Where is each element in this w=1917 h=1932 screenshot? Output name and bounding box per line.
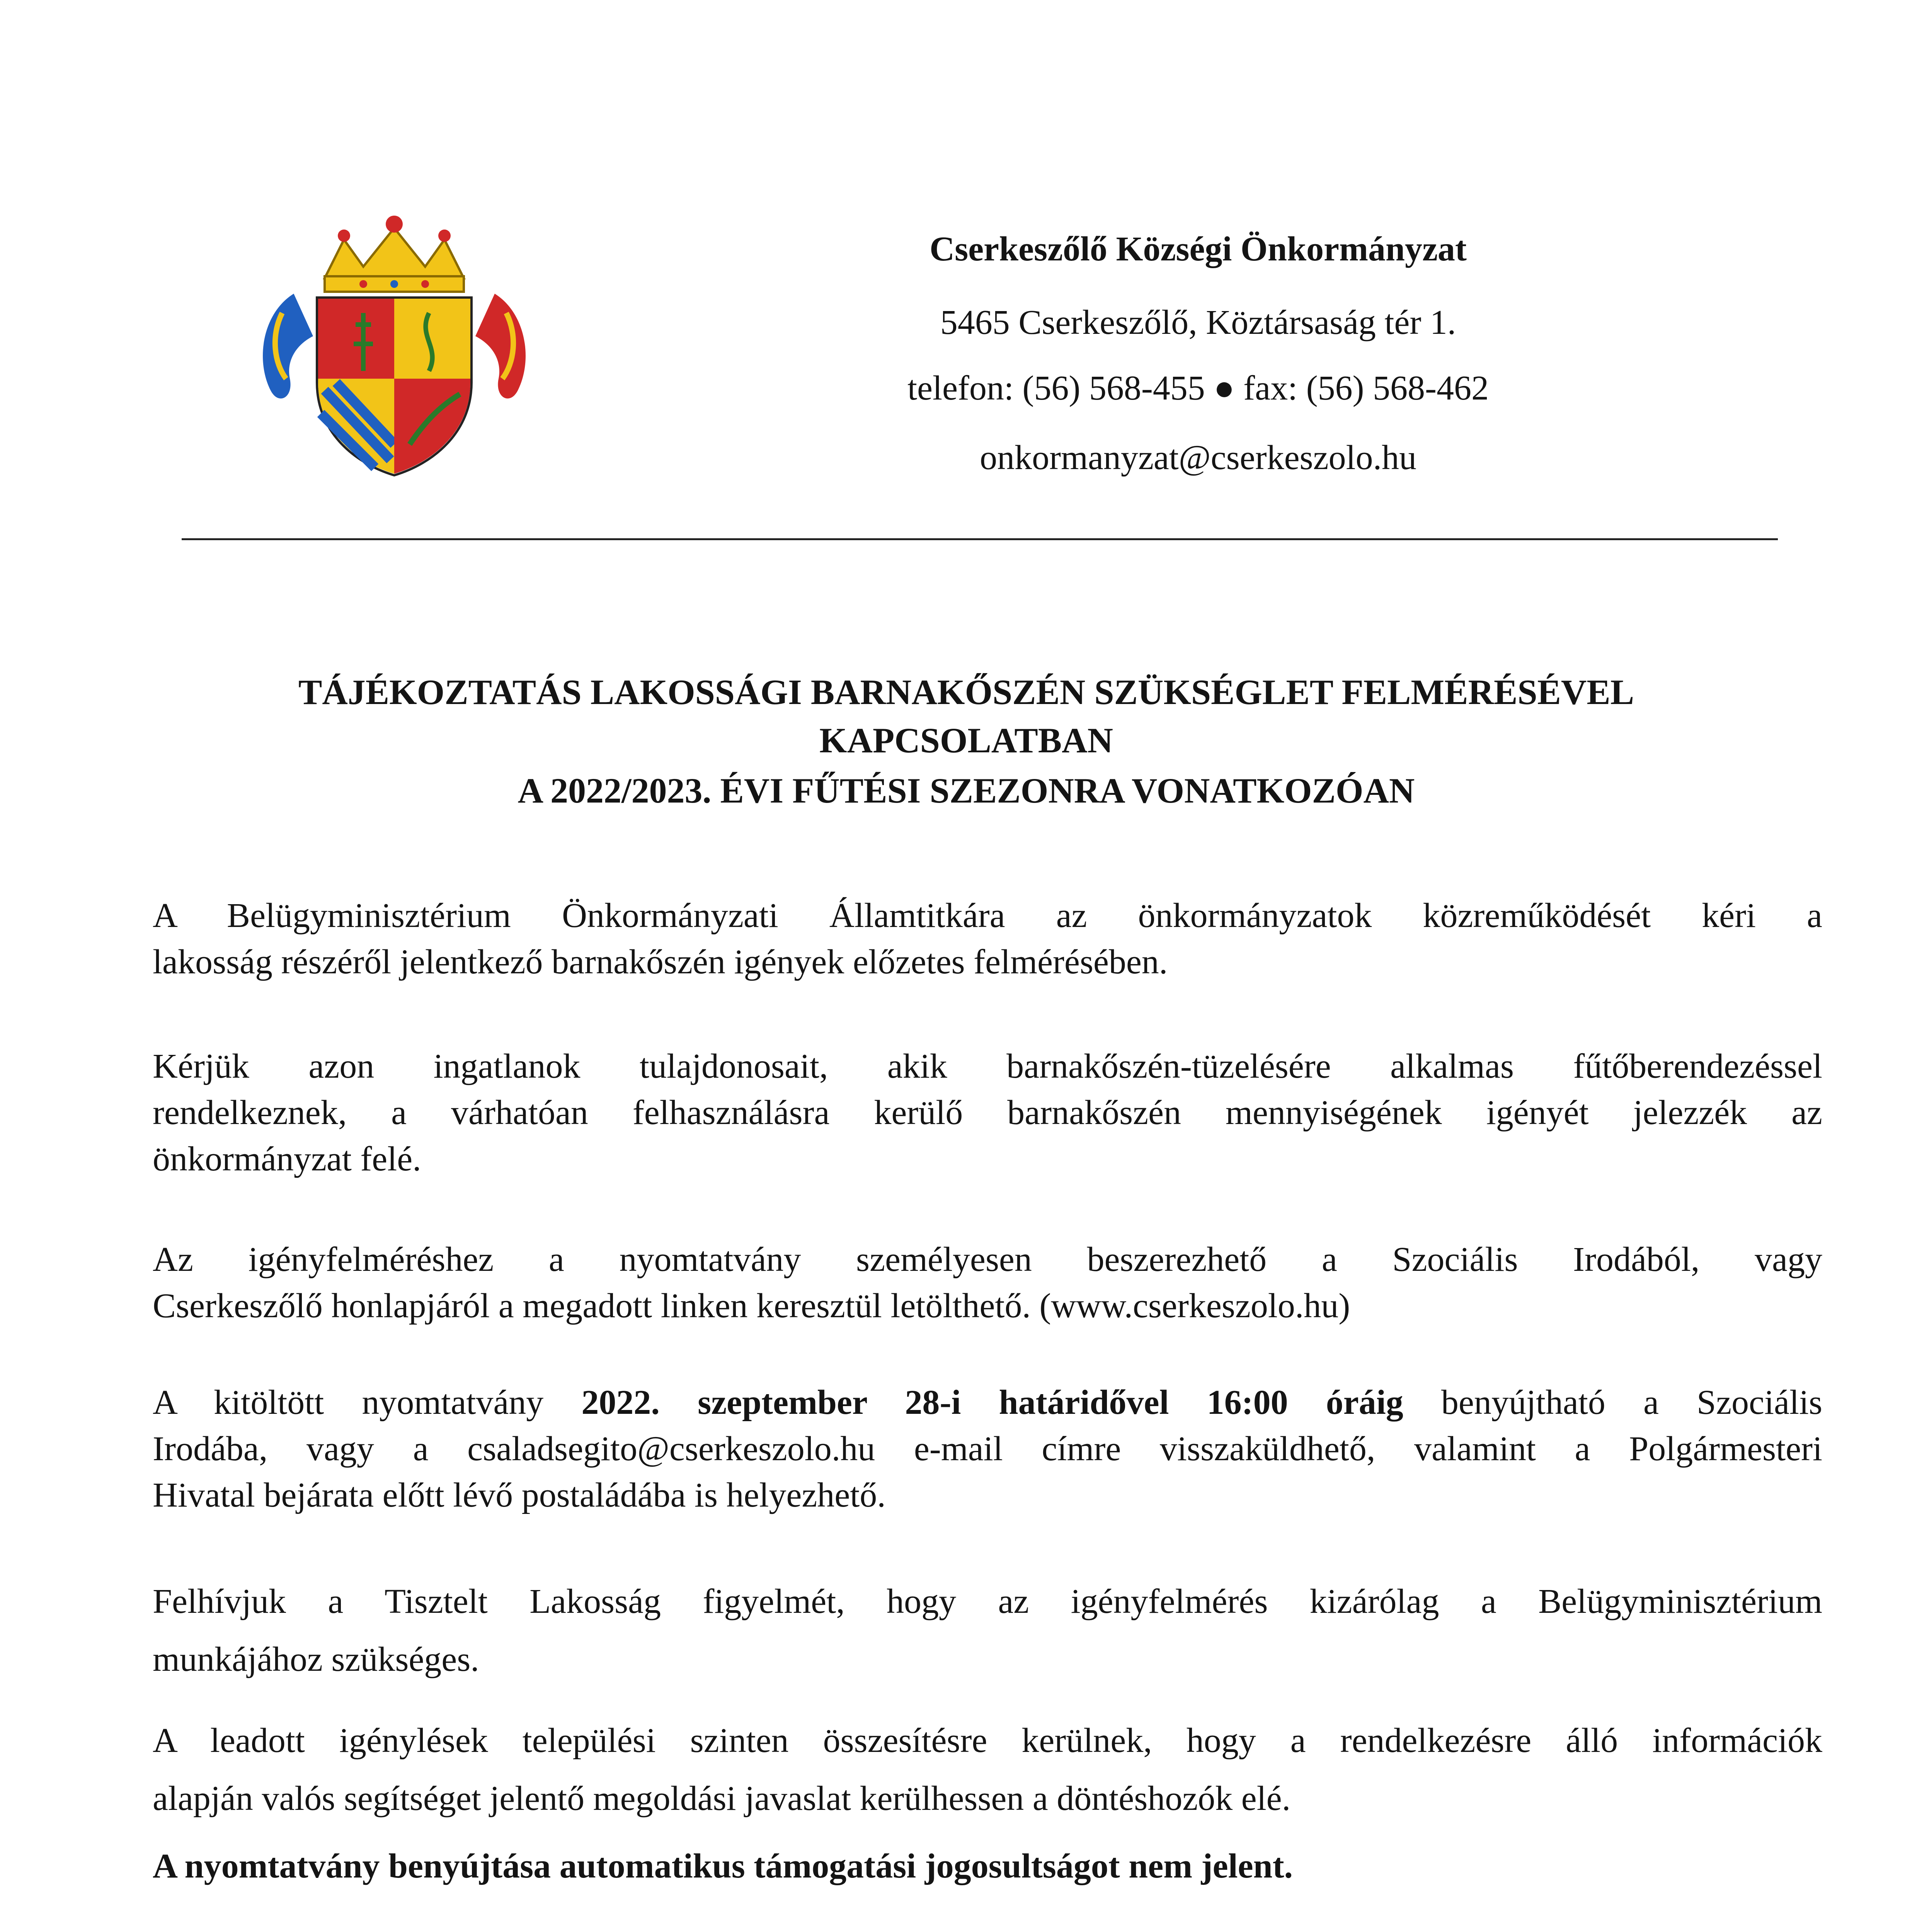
paragraph-notice: [153, 1573, 1822, 1689]
paragraph-owners: [153, 1043, 1822, 1182]
paragraph-line: alapján valós segítséget jelentő megoldási javaslat kerülhessen a döntéshozók elé.: [153, 1779, 1291, 1818]
paragraph-line: Az igényfelméréshez a nyomtatvány személyesen beszerezhető a Szociális Irodából, vagy: [153, 1240, 1822, 1279]
paragraph-line: A Belügyminisztérium Önkormányzati Államtitkára az önkormányzatok közreműködését kéri a: [153, 896, 1822, 935]
paragraph-request: [153, 893, 1822, 985]
paragraph-line: rendelkeznek, a várhatóan felhasználásra kerülő barnakőszén mennyiségének igényét jelezzék az: [153, 1094, 1822, 1132]
header-divider: [182, 538, 1778, 540]
deadline-pre: A kitöltött nyomtatvány: [153, 1383, 582, 1422]
org-name: Cserkeszőlő Községi Önkormányzat: [930, 230, 1467, 268]
coat-of-arms-logo: [247, 197, 541, 491]
paragraph-disclaimer: A nyomtatvány benyújtása automatikus támogatási jogosultságot nem jelent.: [153, 1847, 1293, 1885]
deadline-post: benyújtható a Szociális: [1403, 1383, 1822, 1422]
paragraph-line: Irodába, vagy a csaladsegito@cserkeszolo.hu e-mail címre visszaküldhető, valamint a Polgármesteri: [153, 1430, 1822, 1468]
paragraph-line: lakosság részéről jelentkező barnakőszén igények előzetes felmérésében.: [153, 943, 1168, 981]
org-address: 5465 Cserkeszőlő, Köztársaság tér 1.: [940, 303, 1456, 342]
paragraph-line: Kérjük azon ingatlanok tulajdonosait, akik barnakőszén-tüzelésére alkalmas fűtőberendezéssel: [153, 1047, 1822, 1085]
document-title-line1: TÁJÉKOZTATÁS LAKOSSÁGI BARNAKŐSZÉN SZÜKSÉGLET FELMÉRÉSÉVEL: [298, 672, 1634, 712]
paragraph-line: Hivatal bejárata előtt lévő postaládába is helyezhető.: [153, 1476, 886, 1514]
paragraph-line: önkormányzat felé.: [153, 1140, 421, 1178]
paragraph-line: [153, 1379, 1822, 1426]
org-email: onkormanyzat@cserkeszolo.hu: [979, 439, 1416, 477]
deadline-date: 2022. szeptember 28-i határidővel 16:00 óráig: [581, 1383, 1403, 1422]
paragraph-line: Felhívjuk a Tisztelt Lakosság figyelmét, hogy az igényfelmérés kizárólag a Belügyminisztérium: [153, 1582, 1822, 1621]
paragraph-deadline: [153, 1379, 1822, 1519]
paragraph-line: munkájához szükséges.: [153, 1640, 479, 1679]
paragraph-form: [153, 1236, 1822, 1329]
paragraph-summary: [153, 1712, 1822, 1828]
document-title-line2: KAPCSOLATBAN: [819, 721, 1113, 760]
document-title-line3: A 2022/2023. ÉVI FŰTÉSI SZEZONRA VONATKOZÓAN: [518, 771, 1415, 810]
paragraph-line: A leadott igénylések települési szinten összesítésre kerülnek, hogy a rendelkezésre álló információk: [153, 1721, 1822, 1760]
org-phone-fax: telefon: (56) 568-455 ● fax: (56) 568-462: [907, 369, 1489, 407]
paragraph-line: Cserkeszőlő honlapjáról a megadott linken keresztül letölthető. (www.cserkeszolo.hu): [153, 1287, 1350, 1325]
